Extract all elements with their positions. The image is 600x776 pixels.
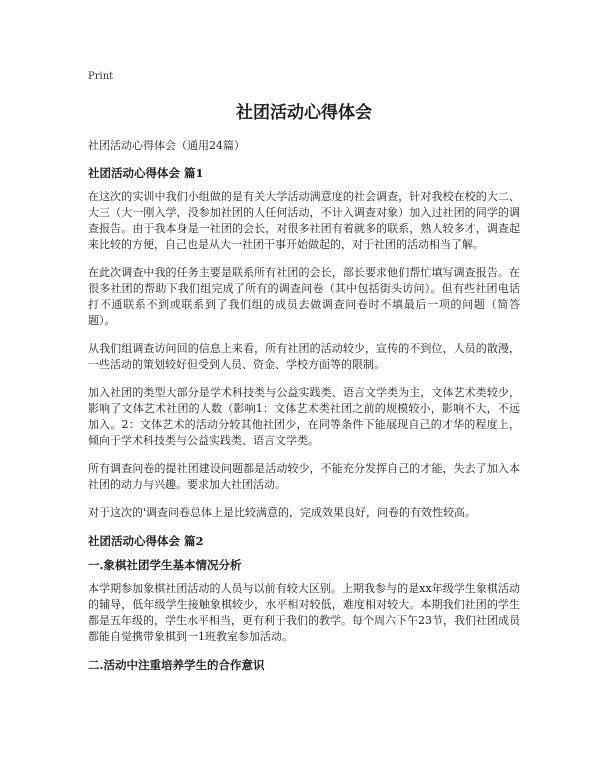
paragraph: 所有调查问卷的提社团建设问题都是活动较少，不能充分发挥自己的才能，失去了加入本社团的动力与兴趣。要求加大社团活动。	[88, 462, 520, 491]
paragraph: 对于这次的'调查问卷总体上是比较满意的，完成效果良好，问卷的有效性较高。	[88, 506, 477, 519]
document-title: 社团活动心得体会	[236, 103, 372, 123]
paragraph: 在此次调查中我的任务主要是联系所有社团的会长，部长要求他们帮忙填写调查报告。在很多社团的帮助下我们组完成了所有的调查问卷（其中包括街头访问）。但有些社团电话打不通联系不到或联系到了我们组的成员去做调查问卷时不填最后一项的问题（简答题）。	[88, 266, 520, 327]
paragraph: 加入社团的类型大部分是学术科技类与公益实践类、语言文学类为主，文体艺术类较少，影响了文体艺术社团的人数（影响1：文体艺术类社团之前的规模较小，影响不大，不远加入。2：文体艺术的活动分较其他社团少，在同等条件下能展现自己的才华的程度上，倾向于学术科技类与公益实践类、语言文学类。	[88, 386, 520, 447]
paragraph: 从我们组调查访问回的信息上来看，所有社团的活动较少，宣传的不到位，人员的散漫，一些活动的策划较好但受到人员、资金、学校方面等的限制。	[88, 342, 520, 371]
subsection-heading: 二.活动中注重培养学生的合作意识	[88, 658, 265, 672]
paragraph: 本学期参加象棋社团活动的人员与以前有较大区别。上期我参与的是xx年级学生象棋活动的辅导，低年级学生接触象棋较少，水平相对较低，难度相对较大。本期我们社团的学生都是五年级的，学生水平相当，更有利于我们的教学。每个周六下午23节，我们社团成员都能自觉携带象棋到一1班教室参加活动。	[88, 582, 520, 643]
print-label[interactable]: Print	[88, 71, 114, 82]
section-heading-1: 社团活动心得体会 篇1	[88, 166, 204, 180]
section-heading-2: 社团活动心得体会 篇2	[88, 534, 204, 548]
paragraph: 在这次的实训中我们小组做的是有关大学活动满意度的社会调查，针对我校在校的大二、大三（大一刚入学，没参加社团的人任何活动，不计入调查对象）加入过社团的同学的调查报告。由于我本身是一社团的会长，对很多社团有着就多的联系，熟人较多才，调查起来比较的方便，自己也是从大一社团干事开始做起的，对于社团的活动相当了解。	[88, 190, 520, 251]
subsection-heading: 一.象棋社团学生基本情况分析	[88, 558, 242, 572]
document-subtitle: 社团活动心得体会（通用24篇）	[88, 139, 245, 152]
